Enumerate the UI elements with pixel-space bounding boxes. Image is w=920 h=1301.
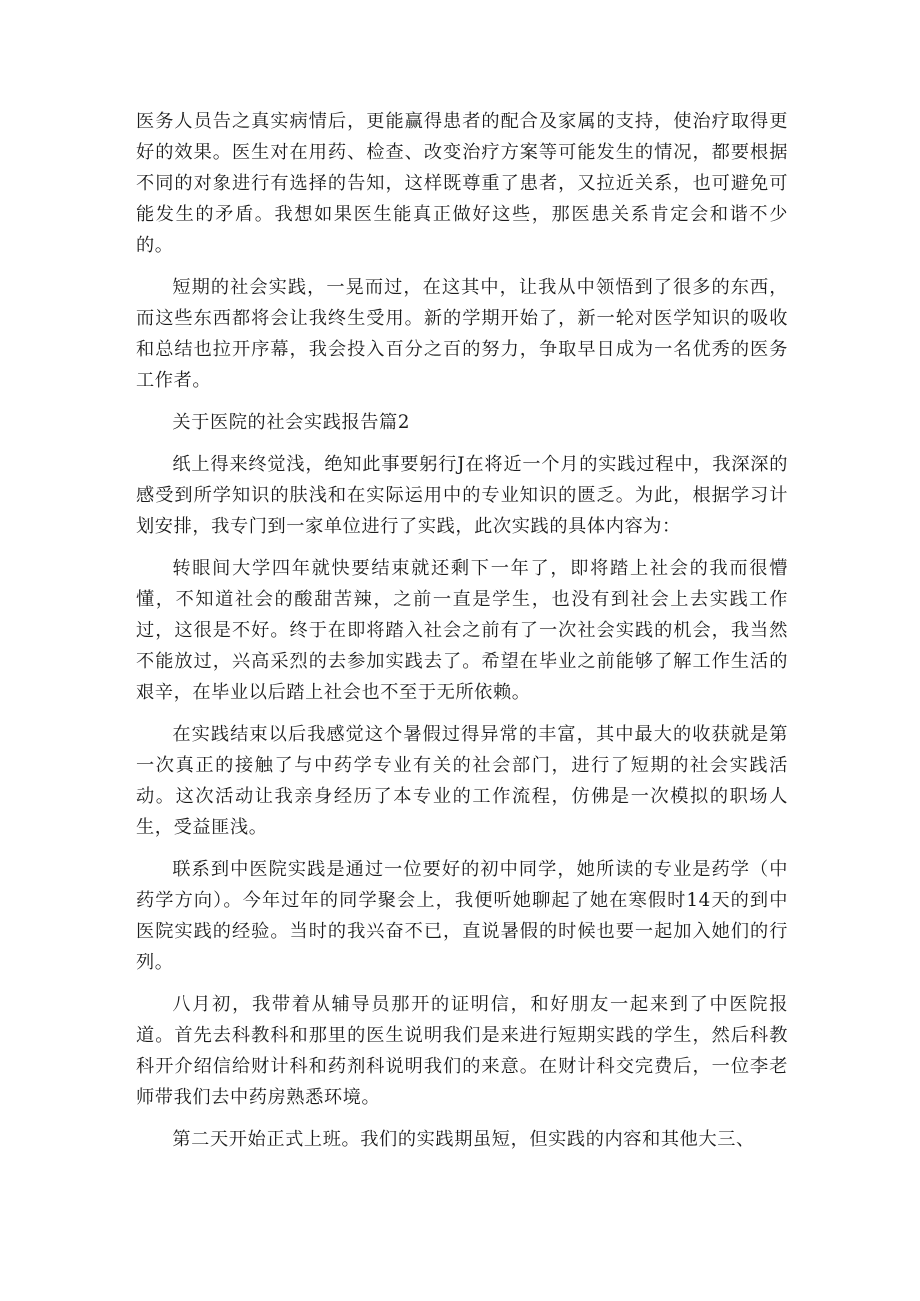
paragraph: 转眼间大学四年就快要结束就还剩下一年了，即将踏上社会的我而很懵懂，不知道社会的酸甜苦辣，之前一直是学生，也没有到社会上去实践工作过，这很是不好。终于在即将踏入社会之前有了一次社会实践的机会，我当然不能放过，兴高采烈的去参加实践去了。希望在毕业之前能够了解工作生活的艰辛，在毕业以后踏上社会也不至于无所依赖。	[136, 558, 788, 703]
paragraph: 短期的社会实践，一晃而过，在这其中，让我从中领悟到了很多的东西，而这些东西都将会让我终生受用。新的学期开始了，新一轮对医学知识的吸收和总结也拉开序幕，我会投入百分之百的努力，争取早日成为一名优秀的医务工作者。	[136, 277, 788, 391]
section-heading: 关于医院的社会实践报告篇2	[172, 412, 411, 433]
paragraph-continuation: 医务人员告之真实病情后，更能赢得患者的配合及家属的支持，使治疗取得更好的效果。医生对在用药、检查、改变治疗方案等可能发生的情况，都要根据不同的对象进行有选择的告知，这样既尊重了患者，又拉近关系，也可避免可能发生的矛盾。我想如果医生能真正做好这些，那医患关系肯定会和谐不少的。	[136, 111, 788, 256]
paragraph: 在实践结束以后我感觉这个暑假过得异常的丰富，其中最大的收获就是第一次真正的接触了与中药学专业有关的社会部门，进行了短期的社会实践活动。这次活动让我亲身经历了本专业的工作流程，仿佛是一次模拟的职场人生，受益匪浅。	[136, 724, 788, 838]
paragraph: 八月初，我带着从辅导员那开的证明信，和好朋友一起来到了中医院报道。首先去科教科和那里的医生说明我们是来进行短期实践的学生，然后科教科开介绍信给财计科和药剂科说明我们的来意。在财计科交完费后，一位李老师带我们去中药房熟悉环境。	[136, 994, 788, 1108]
paragraph: 纸上得来终觉浅，绝知此事要躬行J在将近一个月的实践过程中，我深深的感受到所学知识的肤浅和在实际运用中的专业知识的匮乏。为此，根据学习计划安排，我专门到一家单位进行了实践，此次实践的具体内容为：	[136, 454, 788, 537]
paragraph: 联系到中医院实践是通过一位要好的初中同学，她所读的专业是药学（中药学方向）。今年过年的同学聚会上，我便听她聊起了她在寒假时14天的到中医院实践的经验。当时的我兴奋不已，直说暑假的时候也要一起加入她们的行列。	[136, 859, 788, 973]
paragraph: 第二天开始正式上班。我们的实践期虽短，但实践的内容和其他大三、	[172, 1129, 755, 1150]
document-body	[136, 106, 788, 1166]
